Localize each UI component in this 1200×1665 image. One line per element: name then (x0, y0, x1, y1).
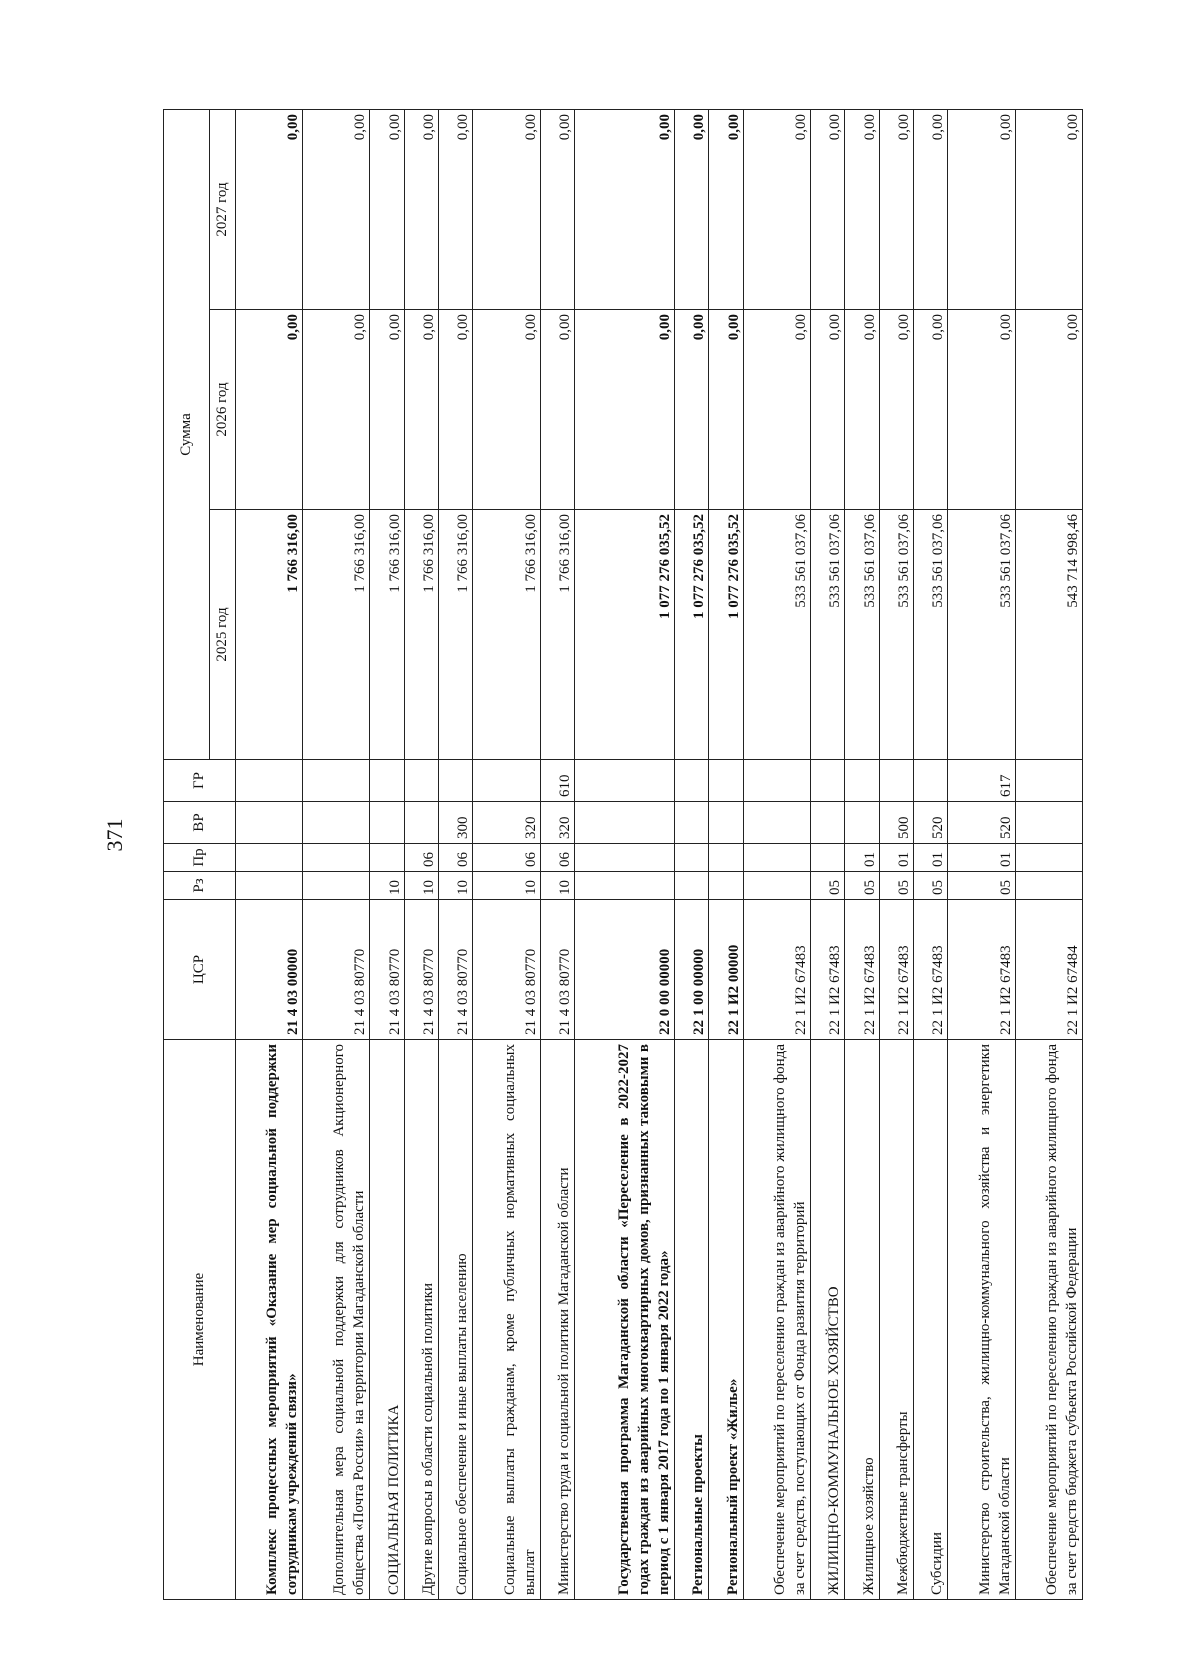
cell-2027: 0,00 (845, 109, 879, 309)
cell-csr: 22 1 И2 67483 (948, 900, 1015, 1040)
table-row (709, 109, 743, 1599)
cell-rz: 10 (370, 872, 404, 900)
cell-name: Жилищное хозяйство (845, 1040, 879, 1600)
cell-pr (709, 844, 743, 872)
cell-csr: 22 1 И2 67483 (914, 900, 948, 1040)
table-row (674, 109, 708, 1599)
cell-rz (709, 872, 743, 900)
cell-2027: 0,00 (810, 109, 844, 309)
header-2026: 2026 год (210, 310, 236, 510)
cell-rz (674, 872, 708, 900)
cell-gr (743, 760, 810, 802)
cell-csr: 22 1 И2 67483 (743, 900, 810, 1040)
cell-vr (1015, 802, 1082, 844)
cell-name: Обеспечение мероприятий по переселению граждан из аварийного жилищного фонда за счет средств, поступающих от Фонда развития территорий (743, 1040, 810, 1600)
header-2027: 2027 год (210, 109, 236, 309)
cell-rz: 05 (810, 872, 844, 900)
cell-2025: 1 766 316,00 (370, 510, 404, 760)
cell-csr: 22 1 И2 67483 (879, 900, 913, 1040)
table-row (540, 109, 574, 1599)
cell-rz (575, 872, 675, 900)
cell-name: Региональный проект «Жилье» (709, 1040, 743, 1600)
table-row (879, 109, 913, 1599)
cell-2025: 533 561 037,06 (743, 510, 810, 760)
header-vr: ВР (164, 802, 236, 844)
cell-2026: 0,00 (845, 310, 879, 510)
cell-pr: 06 (473, 844, 540, 872)
cell-2027: 0,00 (236, 109, 303, 309)
cell-name: Министерство труда и социальной политики Магаданской области (540, 1040, 574, 1600)
header-gr: ГР (164, 760, 236, 802)
cell-vr: 320 (540, 802, 574, 844)
cell-2025: 1 766 316,00 (473, 510, 540, 760)
cell-gr (709, 760, 743, 802)
cell-pr (303, 844, 370, 872)
cell-2027: 0,00 (540, 109, 574, 309)
cell-rz (236, 872, 303, 900)
cell-name: Межбюджетные трансферты (879, 1040, 913, 1600)
cell-rz: 05 (914, 872, 948, 900)
cell-2025: 533 561 037,06 (879, 510, 913, 760)
cell-pr (674, 844, 708, 872)
cell-2025: 1 077 276 035,52 (575, 510, 675, 760)
cell-csr: 21 4 03 80770 (473, 900, 540, 1040)
cell-2027: 0,00 (404, 109, 438, 309)
header-pr: Пр (164, 844, 236, 872)
cell-2026: 0,00 (404, 310, 438, 510)
header-name: Наименование (164, 1040, 236, 1600)
cell-2025: 533 561 037,06 (810, 510, 844, 760)
cell-2026: 0,00 (709, 310, 743, 510)
cell-gr (236, 760, 303, 802)
table-row (236, 109, 303, 1599)
table-row (810, 109, 844, 1599)
cell-name: Государственная программа Магаданской области «Переселение в 2022-2027 годах граждан из аварийных многоквартирных домов, признанных таковыми в период с 1 января 2017 года по 1 января 2022 года» (575, 1040, 675, 1600)
cell-gr (473, 760, 540, 802)
cell-2026: 0,00 (236, 310, 303, 510)
table-body (236, 109, 1083, 1599)
cell-gr (674, 760, 708, 802)
cell-2025: 543 714 998,46 (1015, 510, 1082, 760)
cell-2025: 1 766 316,00 (303, 510, 370, 760)
cell-vr: 520 (914, 802, 948, 844)
cell-pr: 06 (439, 844, 473, 872)
cell-2026: 0,00 (303, 310, 370, 510)
table-row (473, 109, 540, 1599)
cell-2026: 0,00 (473, 310, 540, 510)
cell-gr: 617 (948, 760, 1015, 802)
cell-2025: 533 561 037,06 (914, 510, 948, 760)
cell-pr: 06 (540, 844, 574, 872)
cell-vr (303, 802, 370, 844)
cell-2027: 0,00 (709, 109, 743, 309)
cell-gr (370, 760, 404, 802)
cell-2027: 0,00 (575, 109, 675, 309)
cell-vr (575, 802, 675, 844)
cell-csr: 22 0 00 00000 (575, 900, 675, 1040)
cell-name: Дополнительная мера социальной поддержки для сотрудников Акционерного общества «Почта России» на территории Магаданской области (303, 1040, 370, 1600)
cell-2027: 0,00 (743, 109, 810, 309)
cell-vr: 320 (473, 802, 540, 844)
header-sum: Сумма (164, 109, 210, 759)
budget-table (163, 109, 1083, 1600)
cell-gr (575, 760, 675, 802)
cell-csr: 22 1 И2 00000 (709, 900, 743, 1040)
cell-2027: 0,00 (879, 109, 913, 309)
table-row (948, 109, 1015, 1599)
table-row (404, 109, 438, 1599)
cell-pr (575, 844, 675, 872)
cell-name: СОЦИАЛЬНАЯ ПОЛИТИКА (370, 1040, 404, 1600)
cell-vr (709, 802, 743, 844)
cell-pr: 06 (404, 844, 438, 872)
cell-csr: 21 4 03 80770 (439, 900, 473, 1040)
cell-pr (1015, 844, 1082, 872)
cell-2026: 0,00 (439, 310, 473, 510)
cell-rz: 10 (439, 872, 473, 900)
table-row (575, 109, 675, 1599)
cell-2025: 1 766 316,00 (439, 510, 473, 760)
cell-2026: 0,00 (743, 310, 810, 510)
cell-2025: 1 077 276 035,52 (674, 510, 708, 760)
cell-2026: 0,00 (540, 310, 574, 510)
table-row (439, 109, 473, 1599)
header-2025: 2025 год (210, 510, 236, 760)
cell-pr (370, 844, 404, 872)
table-row (1015, 109, 1082, 1599)
cell-vr (845, 802, 879, 844)
cell-pr (236, 844, 303, 872)
cell-vr (404, 802, 438, 844)
cell-vr: 300 (439, 802, 473, 844)
cell-2026: 0,00 (575, 310, 675, 510)
cell-2026: 0,00 (1015, 310, 1082, 510)
cell-name: Субсидии (914, 1040, 948, 1600)
table-row (743, 109, 810, 1599)
header-rz: Рз (164, 872, 236, 900)
cell-vr (674, 802, 708, 844)
cell-2026: 0,00 (914, 310, 948, 510)
cell-2026: 0,00 (674, 310, 708, 510)
table-row (303, 109, 370, 1599)
cell-rz: 05 (948, 872, 1015, 900)
cell-gr: 610 (540, 760, 574, 802)
cell-2026: 0,00 (370, 310, 404, 510)
cell-2026: 0,00 (948, 310, 1015, 510)
cell-2025: 1 766 316,00 (404, 510, 438, 760)
cell-name: Социальные выплаты гражданам, кроме публичных нормативных социальных выплат (473, 1040, 540, 1600)
cell-name: ЖИЛИЩНО-КОММУНАЛЬНОЕ ХОЗЯЙСТВО (810, 1040, 844, 1600)
cell-gr (303, 760, 370, 802)
cell-pr: 01 (948, 844, 1015, 872)
cell-gr (404, 760, 438, 802)
cell-rz: 10 (540, 872, 574, 900)
cell-2027: 0,00 (674, 109, 708, 309)
cell-2025: 1 766 316,00 (236, 510, 303, 760)
header-csr: ЦСР (164, 900, 236, 1040)
cell-gr (810, 760, 844, 802)
cell-pr: 01 (914, 844, 948, 872)
cell-gr (845, 760, 879, 802)
cell-gr (914, 760, 948, 802)
cell-2027: 0,00 (439, 109, 473, 309)
cell-2026: 0,00 (879, 310, 913, 510)
cell-gr (1015, 760, 1082, 802)
page-number: 371 (102, 818, 127, 852)
cell-rz (1015, 872, 1082, 900)
cell-2025: 1 766 316,00 (540, 510, 574, 760)
cell-csr: 21 4 03 80770 (303, 900, 370, 1040)
cell-name: Обеспечение мероприятий по переселению граждан из аварийного жилищного фонда за счет средств бюджета субъекта Российской Федерации (1015, 1040, 1082, 1600)
cell-csr: 21 4 03 00000 (236, 900, 303, 1040)
cell-gr (439, 760, 473, 802)
cell-2027: 0,00 (914, 109, 948, 309)
cell-name: Комплекс процессных мероприятий «Оказание мер социальной поддержки сотрудникам учреждений связи» (236, 1040, 303, 1600)
cell-rz: 05 (845, 872, 879, 900)
table-row (914, 109, 948, 1599)
cell-2027: 0,00 (370, 109, 404, 309)
cell-vr (743, 802, 810, 844)
table-row (370, 109, 404, 1599)
cell-name: Социальное обеспечение и иные выплаты населению (439, 1040, 473, 1600)
cell-csr: 21 4 03 80770 (540, 900, 574, 1040)
cell-name: Региональные проекты (674, 1040, 708, 1600)
cell-csr: 21 4 03 80770 (370, 900, 404, 1040)
cell-vr (370, 802, 404, 844)
cell-rz (303, 872, 370, 900)
cell-2027: 0,00 (948, 109, 1015, 309)
cell-csr: 22 1 И2 67483 (810, 900, 844, 1040)
cell-vr: 520 (948, 802, 1015, 844)
cell-pr: 01 (879, 844, 913, 872)
cell-csr: 22 1 И2 67483 (845, 900, 879, 1040)
cell-rz: 10 (473, 872, 540, 900)
cell-2027: 0,00 (1015, 109, 1082, 309)
cell-csr: 22 1 И2 67484 (1015, 900, 1082, 1040)
cell-rz: 10 (404, 872, 438, 900)
budget-table-container (163, 110, 1083, 1600)
cell-vr: 500 (879, 802, 913, 844)
cell-2026: 0,00 (810, 310, 844, 510)
cell-name: Другие вопросы в области социальной политики (404, 1040, 438, 1600)
cell-rz: 05 (879, 872, 913, 900)
table-row (845, 109, 879, 1599)
cell-2025: 533 561 037,06 (845, 510, 879, 760)
cell-2027: 0,00 (303, 109, 370, 309)
cell-pr: 01 (845, 844, 879, 872)
cell-csr: 22 1 00 00000 (674, 900, 708, 1040)
cell-2025: 1 077 276 035,52 (709, 510, 743, 760)
cell-rz (743, 872, 810, 900)
cell-2027: 0,00 (473, 109, 540, 309)
cell-pr (810, 844, 844, 872)
cell-csr: 21 4 03 80770 (404, 900, 438, 1040)
cell-2025: 533 561 037,06 (948, 510, 1015, 760)
cell-gr (879, 760, 913, 802)
cell-vr (810, 802, 844, 844)
cell-name: Министерство строительства, жилищно-коммунального хозяйства и энергетики Магаданской области (948, 1040, 1015, 1600)
cell-vr (236, 802, 303, 844)
cell-pr (743, 844, 810, 872)
